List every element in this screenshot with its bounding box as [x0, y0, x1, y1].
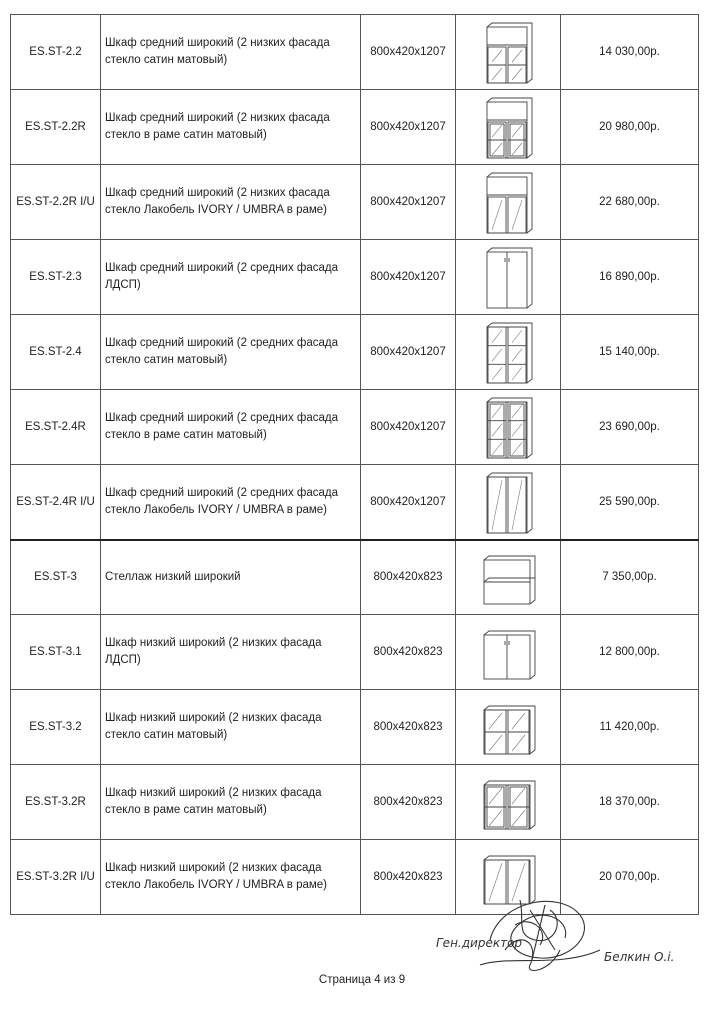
article-code: ES.ST-2.4R	[11, 390, 101, 465]
product-price: 23 690,00р.	[561, 390, 699, 465]
price-table	[10, 14, 699, 915]
cabinet-low-2-framed-glass-icon	[480, 771, 536, 833]
table-row	[11, 690, 699, 765]
article-code: ES.ST-2.2R	[11, 90, 101, 165]
article-code: ES.ST-2.4R I/U	[11, 465, 101, 540]
article-code: ES.ST-2.4	[11, 315, 101, 390]
product-name: Шкаф средний широкий (2 средних фасада стекло в раме сатин матовый)	[101, 390, 361, 465]
cabinet-low-2-doors-icon	[480, 621, 536, 683]
product-name: Шкаф средний широкий (2 низких фасада стекло Лакобель IVORY / UMBRA в раме)	[101, 165, 361, 240]
product-name: Шкаф низкий широкий (2 низких фасада стекло сатин матовый)	[101, 690, 361, 765]
product-name: Шкаф средний широкий (2 средних фасада стекло Лакобель IVORY / UMBRA в раме)	[101, 465, 361, 540]
cabinet-medium-2-low-lacobel-icon	[483, 169, 533, 235]
product-dimensions: 800x420x1207	[361, 240, 456, 315]
cabinet-medium-2-glass-icon	[483, 319, 533, 385]
cabinet-medium-2-low-framed-glass-icon	[483, 94, 533, 160]
product-name: Шкаф низкий широкий (2 низких фасада стекло в раме сатин матовый)	[101, 765, 361, 840]
article-code: ES.ST-3	[11, 540, 101, 615]
product-dimensions: 800x420x823	[361, 540, 456, 615]
product-price: 11 420,00р.	[561, 690, 699, 765]
product-dimensions: 800x420x1207	[361, 165, 456, 240]
signature-name: Белкин О.і.	[604, 950, 675, 964]
article-code: ES.ST-3.2	[11, 690, 101, 765]
table-row	[11, 390, 699, 465]
cabinet-medium-2-lacobel-icon	[483, 469, 533, 535]
product-price: 15 140,00р.	[561, 315, 699, 390]
signature-title: Ген.директор	[436, 936, 523, 950]
article-code: ES.ST-2.3	[11, 240, 101, 315]
product-dimensions: 800x420x823	[361, 615, 456, 690]
product-dimensions: 800x420x823	[361, 765, 456, 840]
product-price: 16 890,00р.	[561, 240, 699, 315]
article-code: ES.ST-3.2R I/U	[11, 840, 101, 915]
product-dimensions: 800x420x1207	[361, 390, 456, 465]
product-name: Шкаф низкий широкий (2 низких фасада ЛДСП)	[101, 615, 361, 690]
product-price: 7 350,00р.	[561, 540, 699, 615]
table-row	[11, 315, 699, 390]
article-code: ES.ST-2.2	[11, 15, 101, 90]
article-code: ES.ST-2.2R I/U	[11, 165, 101, 240]
product-name: Шкаф средний широкий (2 средних фасада стекло сатин матовый)	[101, 315, 361, 390]
cabinet-medium-2-doors-icon	[483, 244, 533, 310]
product-name: Стеллаж низкий широкий	[101, 540, 361, 615]
product-dimensions: 800x420x823	[361, 840, 456, 915]
product-dimensions: 800x420x1207	[361, 90, 456, 165]
table-row	[11, 465, 699, 540]
product-price: 12 800,00р.	[561, 615, 699, 690]
article-code: ES.ST-3.2R	[11, 765, 101, 840]
product-name: Шкаф средний широкий (2 низких фасада стекло сатин матовый)	[101, 15, 361, 90]
product-price: 25 590,00р.	[561, 465, 699, 540]
article-code: ES.ST-3.1	[11, 615, 101, 690]
table-row	[11, 615, 699, 690]
product-name: Шкаф средний широкий (2 средних фасада ЛДСП)	[101, 240, 361, 315]
product-price: 22 680,00р.	[561, 165, 699, 240]
signature-stamp-image	[470, 880, 610, 980]
product-dimensions: 800x420x1207	[361, 465, 456, 540]
table-row	[11, 240, 699, 315]
table-row	[11, 15, 699, 90]
page-number: Страница 4 из 9	[318, 974, 406, 986]
table-row	[11, 540, 699, 615]
product-name: Шкаф низкий широкий (2 низких фасада стекло Лакобель IVORY / UMBRA в раме)	[101, 840, 361, 915]
product-price: 18 370,00р.	[561, 765, 699, 840]
product-dimensions: 800x420x1207	[361, 15, 456, 90]
table-row	[11, 165, 699, 240]
product-dimensions: 800x420x1207	[361, 315, 456, 390]
shelf-low-open-icon	[480, 546, 536, 608]
table-row	[11, 90, 699, 165]
product-price: 20 070,00р.	[561, 840, 699, 915]
cabinet-low-2-glass-icon	[480, 696, 536, 758]
cabinet-medium-2-low-glass-icon	[483, 19, 533, 85]
product-name: Шкаф средний широкий (2 низких фасада стекло в раме сатин матовый)	[101, 90, 361, 165]
product-dimensions: 800x420x823	[361, 690, 456, 765]
cabinet-medium-2-framed-glass-icon	[483, 394, 533, 460]
table-row	[11, 765, 699, 840]
product-price: 14 030,00р.	[561, 15, 699, 90]
product-price: 20 980,00р.	[561, 90, 699, 165]
